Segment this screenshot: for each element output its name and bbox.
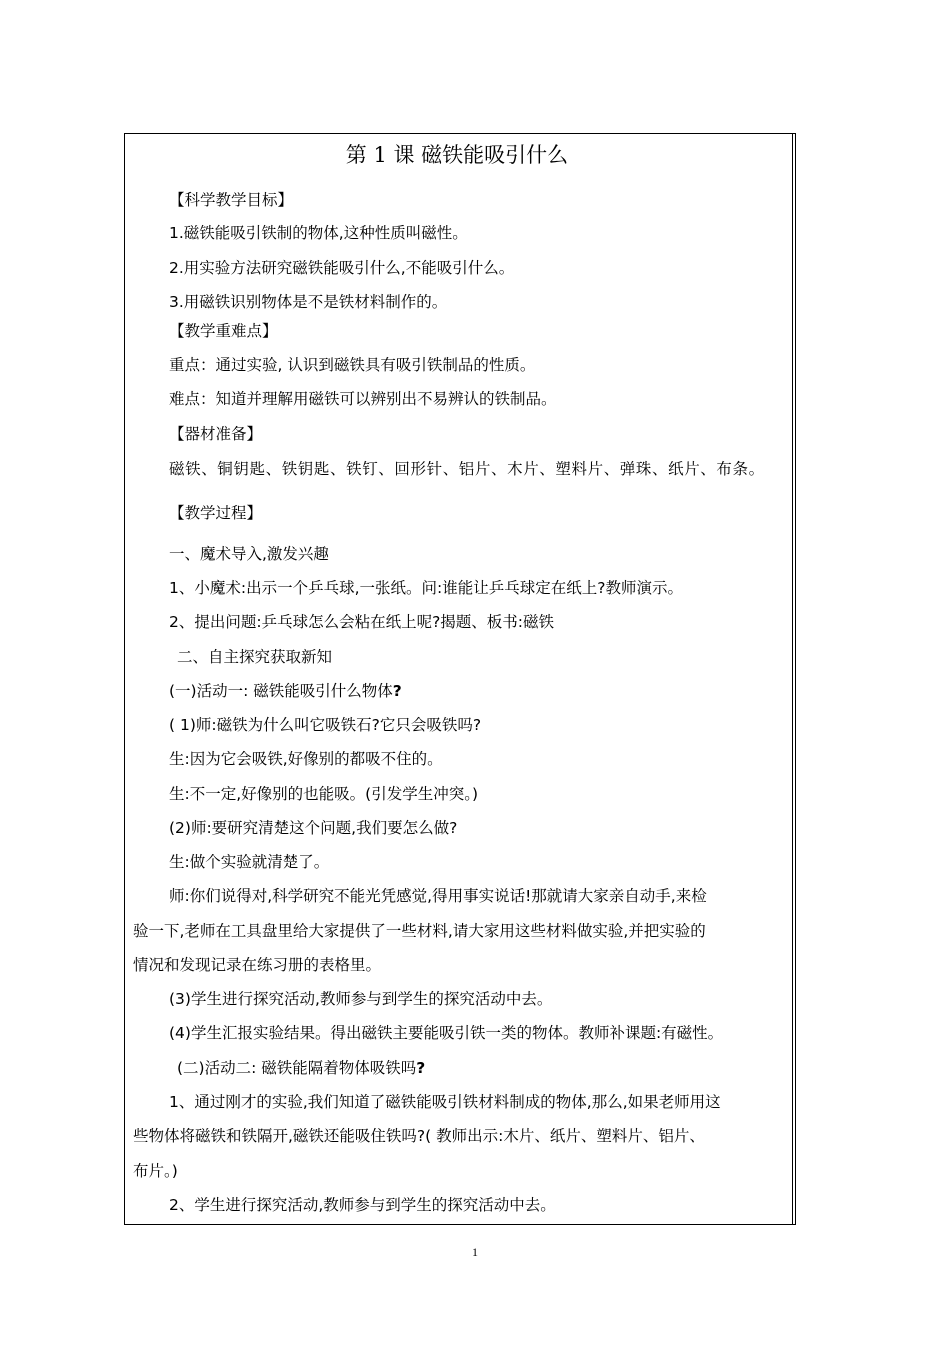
heading-goals: 【科学教学目标】 xyxy=(169,191,294,209)
goal-2: 2.用实验方法研究磁铁能吸引什么,不能吸引什么。 xyxy=(169,259,515,277)
paragraph-step-3: (3)学生进行探究活动,教师参与到学生的探究活动中去。 xyxy=(169,990,553,1008)
activity-1-text: (一)活动一: 磁铁能吸引什么物体 xyxy=(169,682,393,700)
paragraph-student-answer-1: 生:因为它会吸铁,好像别的都吸不住的。 xyxy=(169,750,443,768)
difficult-point: 难点：知道并理解用磁铁可以辨别出不易辨认的铁制品。 xyxy=(169,390,557,408)
paragraph-teacher-instruction-line-2: 验一下,老师在工具盘里给大家提供了一些材料,请大家用这些材料做实验,并把实验的 xyxy=(133,922,706,940)
goal-3: 3.用磁铁识别物体是不是铁材料制作的。 xyxy=(169,293,448,311)
paragraph-activity-2-line-1: 1、通过刚才的实验,我们知道了磁铁能吸引铁材料制成的物体,那么,如果老师用这 xyxy=(169,1093,721,1111)
lesson-title: 第 1 课 磁铁能吸引什么 xyxy=(345,143,569,167)
activity-2-heading xyxy=(177,1058,797,1078)
section-1-heading: 一、魔术导入,激发兴趣 xyxy=(169,545,329,563)
paragraph-activity-2-step-2: 2、学生进行探究活动,教师参与到学生的探究活动中去。 xyxy=(169,1196,556,1214)
heading-key-points: 【教学重难点】 xyxy=(169,322,278,340)
section-1-step-2: 2、提出问题:乒乓球怎么会粘在纸上呢?揭题、板书:磁铁 xyxy=(169,613,555,631)
paragraph-activity-2-line-2: 些物体将磁铁和铁隔开,磁铁还能吸住铁吗?( 教师出示:木片、纸片、塑料片、铝片、 xyxy=(133,1127,705,1145)
paragraph-teacher-instruction-line-3: 情况和发现记录在练习册的表格里。 xyxy=(133,956,382,974)
goal-1: 1.磁铁能吸引铁制的物体,这种性质叫磁性。 xyxy=(169,224,468,242)
activity-1-question-mark: ? xyxy=(392,682,402,700)
activity-1-heading xyxy=(169,681,789,701)
materials-list: 磁铁、铜钥匙、铁钥匙、铁钉、回形针、铝片、木片、塑料片、弹珠、纸片、布条。 xyxy=(169,460,765,478)
lesson-table xyxy=(124,133,796,1225)
activity-2-text: (二)活动二: 磁铁能隔着物体吸铁吗 xyxy=(177,1059,417,1077)
page-number: 1 xyxy=(472,1245,478,1259)
section-1-step-1: 1、小魔术:出示一个乒乓球,一张纸。问:谁能让乒乓球定在纸上?教师演示。 xyxy=(169,579,683,597)
activity-2-question-mark: ? xyxy=(416,1059,426,1077)
key-point: 重点：通过实验, 认识到磁铁具有吸引铁制品的性质。 xyxy=(169,356,536,374)
paragraph-teacher-question-1: ( 1)师:磁铁为什么叫它吸铁石?它只会吸铁吗? xyxy=(169,716,482,734)
paragraph-student-answer-3: 生:做个实验就清楚了。 xyxy=(169,853,330,871)
heading-materials: 【器材准备】 xyxy=(169,425,263,443)
paragraph-step-4: (4)学生汇报实验结果。得出磁铁主要能吸引铁一类的物体。教师补课题:有磁性。 xyxy=(169,1024,724,1042)
paragraph-student-answer-2: 生:不一定,好像别的也能吸。(引发学生冲突。) xyxy=(169,785,478,803)
section-2-heading: 二、自主探究获取新知 xyxy=(177,648,333,666)
heading-process: 【教学过程】 xyxy=(169,504,263,522)
paragraph-teacher-question-2: (2)师:要研究清楚这个问题,我们要怎么做? xyxy=(169,819,458,837)
paragraph-teacher-instruction-line-1: 师:你们说得对,科学研究不能光凭感觉,得用事实说话!那就请大家亲自动手,来检 xyxy=(169,887,707,905)
paragraph-activity-2-line-3: 布片。) xyxy=(133,1162,178,1180)
